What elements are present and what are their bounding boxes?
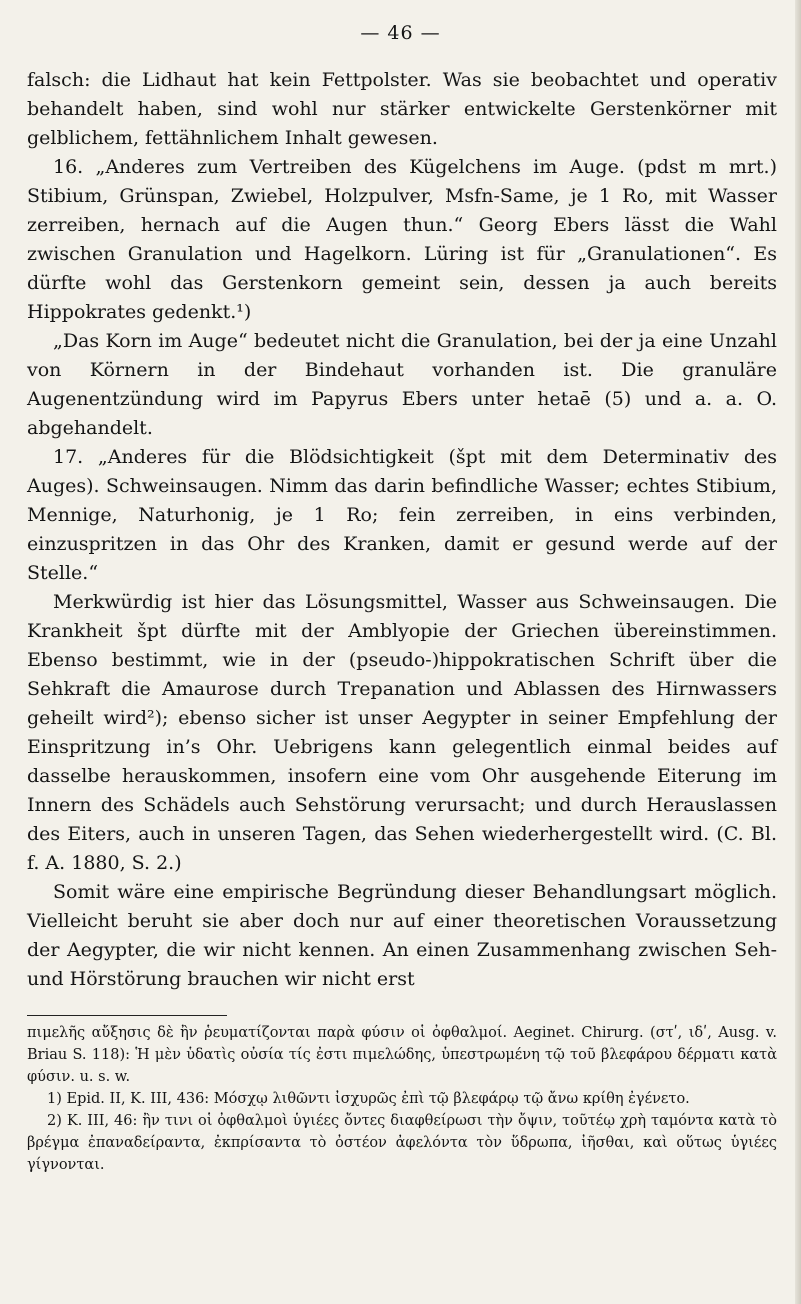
footnote-1: 1) Epid. II, K. III, 436: Μόσχῳ λιθῶντι ἰσχυρῶς ἐπὶ τῷ βλεφάρῳ τῷ ἄνω κρίθη ἐγένετο. <box>47 1091 690 1107</box>
footnotes <box>27 1022 777 1176</box>
paragraph-3: „Das Korn im Auge“ bedeutet nicht die Granulation, bei der ja eine Unzahl von Körnern in der Bindehaut vorhanden ist. Die granuläre Augenentzündung wird im Papyrus Ebers unter hetaē (5) und a. a. O. abgehandelt. <box>27 330 777 439</box>
page-number-header: — 46 — <box>360 22 441 44</box>
main-text <box>27 66 777 994</box>
footnote-continuation: πιμελῆς αὔξησις δὲ ἢν ῥευματίζονται παρὰ φύσιν οἱ ὀφθαλμοί. Aeginet. Chirurg. (στʹ, ιδʹ, Ausg. v. Briau S. 118): Ἡ μὲν ὑδατὶς οὐσία τίς ἐστι πιμελώδης, ὑπεστρωμένη τῷ τοῦ βλεφάρου δέρματι κατὰ φύσιν. u. s. w. <box>27 1025 777 1085</box>
paragraph-5: Merkwürdig ist hier das Lösungsmittel, Wasser aus Schweinsaugen. Die Krankheit špt dürfte mit der Amblyopie der Griechen übereinstimmen. Ebenso bestimmt, wie in der (pseudo-)hippokratischen Schrift über die Sehkraft die Amaurose durch Trepanation und Ablassen des Hirnwassers geheilt wird²); ebenso sicher ist unser Aegypter in seiner Empfehlung der Einspritzung in’s Ohr. Uebrigens kann gelegentlich einmal beides auf dasselbe herauskommen, insofern eine vom Ohr ausgehende Eiterung im Innern des Schädels auch Sehstörung verursacht; und durch Herauslassen des Eiters, auch in unseren Tagen, das Sehen wiederhergestellt wird. (C. Bl. f. A. 1880, S. 2.) <box>27 591 777 874</box>
paragraph-1: falsch: die Lidhaut hat kein Fettpolster. Was sie beobachtet und operativ behandelt haben, sind wohl nur stärker entwickelte Gerstenkörner mit gelblichem, fettähnlichem Inhalt gewesen. <box>27 69 777 149</box>
page-edge-shadow <box>795 0 801 1304</box>
footnote-2: 2) K. III, 46: ἢν τινι οἱ ὀφθαλμοὶ ὑγιέες ὄντες διαφθείρωσι τὴν ὄψιν, τοῦτέῳ χρὴ ταμόντα κατὰ τὸ βρέγμα ἐπαναδείραντα, ἐκπρίσαντα τὸ ὀστέον ἀφελόντα τὸν ὕδρωπα, ἰῆσθαι, καὶ οὕτως ὑγιέες γίγνονται. <box>27 1113 777 1173</box>
paragraph-2: 16. „Anderes zum Vertreiben des Kügelchens im Auge. (pdst m mrt.) Stibium, Grünspan, Zwiebel, Holzpulver, Msfn-Same, je 1 Ro, mit Wasser zerreiben, hernach auf die Augen thun.“ Georg Ebers lässt die Wahl zwischen Granulation und Hagelkorn. Lüring ist für „Granulationen“. Es dürfte wohl das Gerstenkorn gemeint sein, dessen ja auch bereits Hippokrates gedenkt.¹) <box>27 156 777 323</box>
paragraph-6: Somit wäre eine empirische Begründung dieser Behandlungsart möglich. Vielleicht beruht sie aber doch nur auf einer theoretischen Voraussetzung der Aegypter, die wir nicht kennen. An einen Zusammenhang zwischen Seh- und Hörstörung brauchen wir nicht erst <box>27 881 777 990</box>
paragraph-4: 17. „Anderes für die Blödsichtigkeit (špt mit dem Determinativ des Auges). Schweinsaugen. Nimm das darin befindliche Wasser; echtes Stibium, Mennige, Naturhonig, je 1 Ro; fein zerreiben, in eins verbinden, einzuspritzen in das Ohr des Kranken, damit er gesund werde auf der Stelle.“ <box>27 446 777 584</box>
footnote-divider <box>27 1015 227 1016</box>
